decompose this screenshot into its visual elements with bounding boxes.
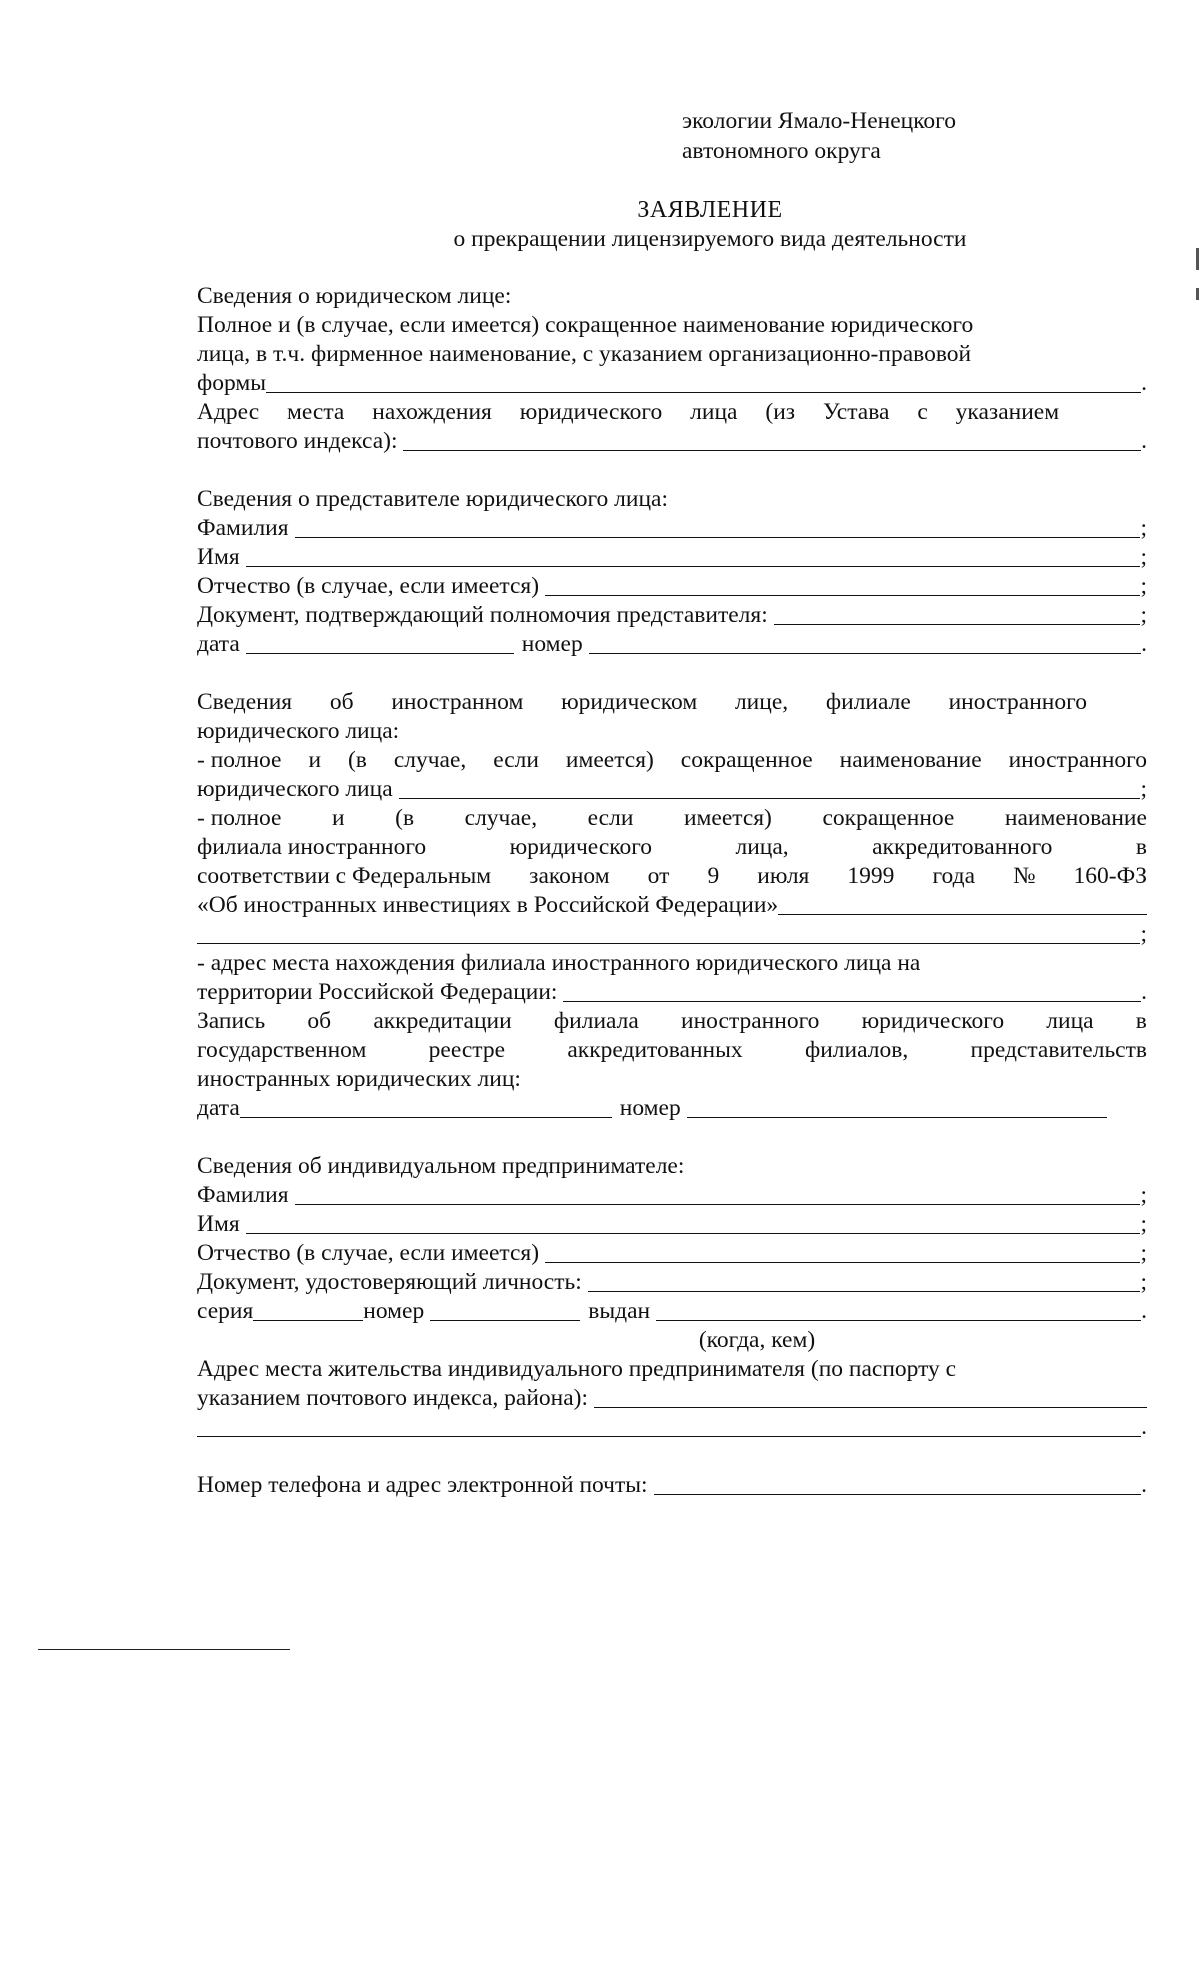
scan-edge-mark: [1196, 288, 1199, 300]
entrepreneur-surname-label: Фамилия: [197, 1182, 289, 1208]
entrepreneur-name-blank[interactable]: [246, 1233, 1141, 1234]
word: с: [917, 399, 928, 425]
entrepreneur-residence-field-continued[interactable]: [197, 1413, 1147, 1442]
legal-entity-form-label: формы: [197, 370, 267, 396]
foreign-entity-full-name-label: юридического лица: [197, 776, 393, 802]
accreditation-date-label: дата: [197, 1095, 240, 1121]
word: юридического: [519, 399, 663, 425]
semicolon: ;: [1140, 1240, 1147, 1266]
branch-law-label: «Об иностранных инвестициях в Российской Федерации»: [197, 892, 779, 918]
word: юридического: [509, 834, 653, 860]
entrepreneur-document-field[interactable]: [197, 1268, 1147, 1297]
semicolon: ;: [1140, 776, 1147, 802]
word: лице,: [734, 689, 789, 715]
semicolon: ;: [1140, 602, 1147, 628]
contact-label: Номер телефона и адрес электронной почты:: [197, 1472, 648, 1498]
representative-surname-blank[interactable]: [295, 537, 1141, 538]
semicolon: ;: [1140, 1182, 1147, 1208]
representative-number-label: номер: [521, 631, 583, 657]
addressee-block: [682, 106, 956, 166]
entrepreneur-residence-label: указанием почтового индекса, района):: [197, 1385, 589, 1411]
semicolon: ;: [1140, 921, 1147, 947]
word: от: [647, 863, 670, 889]
representative-document-label: Документ, подтверждающий полномочия представителя:: [197, 602, 768, 628]
word: 160-ФЗ: [1073, 863, 1147, 889]
semicolon: ;: [1140, 1269, 1147, 1295]
entrepreneur-issued-blank[interactable]: [656, 1320, 1141, 1321]
word: указанием: [955, 399, 1060, 425]
representative-document-field[interactable]: [197, 601, 1147, 630]
form-body: [197, 282, 1147, 1500]
representative-name-blank[interactable]: [246, 566, 1141, 567]
representative-date-label: дата: [197, 631, 240, 657]
entrepreneur-issued-label: выдан: [588, 1298, 651, 1324]
entrepreneur-residence-field[interactable]: [197, 1384, 1147, 1413]
word: Адрес: [197, 399, 260, 425]
entrepreneur-surname-field[interactable]: [197, 1181, 1147, 1210]
word: аккредитации: [373, 1008, 512, 1034]
representative-patronymic-label: Отчество (в случае, если имеется): [197, 573, 540, 599]
period: .: [1141, 428, 1147, 454]
word: представительств: [970, 1037, 1147, 1063]
word: 9: [707, 863, 720, 889]
branch-name-field[interactable]: [197, 891, 1147, 920]
representative-patronymic-blank[interactable]: [545, 595, 1140, 596]
word: нахождения: [372, 399, 492, 425]
word: об: [307, 1008, 332, 1034]
word: аккредитованных: [567, 1037, 743, 1063]
entrepreneur-issued-note: [197, 1326, 1147, 1355]
word: филиалов,: [805, 1037, 909, 1063]
foreign-entity-full-name-line-1: [197, 746, 1147, 775]
entrepreneur-name-label: Имя: [197, 1211, 240, 1237]
entrepreneur-document-label: Документ, удостоверяющий личность:: [197, 1269, 582, 1295]
entrepreneur-patronymic-field[interactable]: [197, 1239, 1147, 1268]
word: иностранном: [391, 689, 524, 715]
representative-number-blank[interactable]: [589, 653, 1141, 654]
representative-name-field[interactable]: [197, 543, 1147, 572]
word: законом: [529, 863, 610, 889]
entrepreneur-patronymic-label: Отчество (в случае, если имеется): [197, 1240, 540, 1266]
legal-entity-address-label: почтового индекса):: [197, 428, 398, 454]
addressee-line-1: экологии Ямало-Ненецкого: [682, 108, 956, 134]
word: года: [932, 863, 975, 889]
period: .: [1141, 1414, 1147, 1440]
entrepreneur-passport-field[interactable]: [197, 1297, 1147, 1326]
semicolon: ;: [1140, 1211, 1147, 1237]
word: имеется): [565, 747, 654, 773]
word: №: [1013, 863, 1036, 889]
period: .: [1141, 979, 1147, 1005]
branch-address-blank[interactable]: [563, 1001, 1141, 1002]
word: лица,: [735, 834, 789, 860]
contact-field[interactable]: [197, 1471, 1147, 1500]
representative-surname-label: Фамилия: [197, 515, 289, 541]
entrepreneur-document-blank[interactable]: [588, 1291, 1141, 1292]
accreditation-line-3: иностранных юридических лиц:: [197, 1066, 521, 1092]
word: юридическом: [561, 689, 698, 715]
legal-entity-name-line-1: Полное и (в случае, если имеется) сокращенное наименование юридического: [197, 312, 974, 338]
representative-date-number-field[interactable]: [197, 630, 1147, 659]
word: (из: [765, 399, 796, 425]
branch-name-line-2: [197, 833, 1147, 862]
entrepreneur-patronymic-blank[interactable]: [545, 1262, 1140, 1263]
legal-entity-heading: Сведения о юридическом лице:: [197, 283, 512, 309]
word: сокращенное: [822, 805, 955, 831]
word: Запись: [197, 1008, 266, 1034]
entrepreneur-surname-blank[interactable]: [295, 1204, 1141, 1205]
footnote-separator: [38, 1649, 290, 1650]
semicolon: ;: [1140, 544, 1147, 570]
representative-heading: Сведения о представителе юридического лица:: [197, 486, 668, 512]
word: реестре: [428, 1037, 506, 1063]
word: июля: [757, 863, 810, 889]
foreign-entity-full-name-field[interactable]: [197, 775, 1147, 804]
entrepreneur-number-label: номер: [363, 1298, 425, 1324]
accreditation-line-1: [197, 1007, 1147, 1036]
branch-address-label: территории Российской Федерации:: [197, 979, 558, 1005]
entrepreneur-name-field[interactable]: [197, 1210, 1147, 1239]
word: и: [308, 747, 322, 773]
branch-name-line-3: [197, 862, 1147, 891]
word: филиала иностранного: [197, 834, 427, 860]
branch-name-blank-1[interactable]: [778, 914, 1147, 915]
period: .: [1141, 631, 1147, 657]
word: наименование: [839, 747, 982, 773]
word: места: [287, 399, 345, 425]
representative-date-blank[interactable]: [246, 653, 514, 654]
entrepreneur-series-blank[interactable]: [253, 1320, 363, 1321]
word: иностранного: [948, 689, 1087, 715]
word: в: [1135, 1008, 1147, 1034]
period: .: [1141, 1472, 1147, 1498]
word: имеется): [683, 805, 772, 831]
legal-entity-name-field[interactable]: [197, 369, 1147, 398]
word: об: [329, 689, 354, 715]
word: соответствии с Федеральным: [197, 863, 492, 889]
legal-entity-address-blank[interactable]: [403, 450, 1141, 451]
word: 1999: [847, 863, 895, 889]
representative-document-blank[interactable]: [774, 624, 1141, 625]
entrepreneur-number-blank[interactable]: [430, 1320, 580, 1321]
word: случае,: [464, 805, 538, 831]
word: наименование: [1004, 805, 1147, 831]
accreditation-date-number-field[interactable]: [197, 1094, 1147, 1123]
branch-address-line-1: - адрес места нахождения филиала иностранного юридического лица на: [197, 950, 921, 976]
word: если: [587, 805, 634, 831]
representative-name-label: Имя: [197, 544, 240, 570]
foreign-entity-full-name-blank[interactable]: [399, 798, 1141, 799]
legal-entity-address-field[interactable]: [197, 427, 1147, 456]
period: .: [1141, 1298, 1147, 1324]
word: (в: [347, 747, 367, 773]
word: если: [493, 747, 539, 773]
foreign-entity-heading-line-2: юридического лица:: [197, 718, 400, 744]
word: - полное: [197, 747, 282, 773]
branch-name-field-continued[interactable]: [197, 920, 1147, 949]
entrepreneur-residence-blank-2[interactable]: [197, 1436, 1141, 1437]
accreditation-date-blank[interactable]: [240, 1117, 612, 1118]
legal-entity-address-line-1: [197, 398, 1147, 427]
word: и: [332, 805, 345, 831]
representative-patronymic-field[interactable]: [197, 572, 1147, 601]
entrepreneur-residence-blank-1[interactable]: [594, 1407, 1147, 1408]
representative-surname-field[interactable]: [197, 514, 1147, 543]
word: лица: [690, 399, 738, 425]
document-title: ЗАЯВЛЕНИЕ: [637, 197, 783, 223]
word: лица: [1046, 1008, 1094, 1034]
word: случае,: [393, 747, 467, 773]
scan-edge-mark: [1196, 248, 1199, 270]
entrepreneur-heading: Сведения об индивидуальном предпринимателе:: [197, 1153, 685, 1179]
legal-entity-name-line-2: лица, в т.ч. фирменное наименование, с указанием организационно-правовой: [197, 341, 972, 367]
word: иностранного: [681, 1008, 820, 1034]
word: аккредитованного: [872, 834, 1053, 860]
word: иностранного: [1008, 747, 1147, 773]
word: филиала: [553, 1008, 639, 1034]
contact-blank[interactable]: [654, 1494, 1142, 1495]
accreditation-line-2: [197, 1036, 1147, 1065]
word: сокращенное: [680, 747, 813, 773]
document-subtitle: о прекращении лицензируемого вида деятельности: [453, 226, 967, 252]
legal-entity-name-blank[interactable]: [266, 392, 1141, 393]
word: юридического: [861, 1008, 1005, 1034]
foreign-entity-heading-line-1: [197, 688, 1147, 717]
word: Устава: [822, 399, 890, 425]
addressee-line-2: автономного округа: [682, 138, 881, 164]
word: государственном: [197, 1037, 367, 1063]
branch-address-field[interactable]: [197, 978, 1147, 1007]
word: филиале: [825, 689, 911, 715]
branch-name-blank-2[interactable]: [197, 943, 1140, 944]
branch-name-line-1: [197, 804, 1147, 833]
word: (в: [395, 805, 415, 831]
period: .: [1141, 370, 1147, 396]
word: в: [1135, 834, 1147, 860]
semicolon: ;: [1140, 515, 1147, 541]
word: - полное: [197, 805, 282, 831]
accreditation-number-blank[interactable]: [687, 1117, 1107, 1118]
semicolon: ;: [1140, 573, 1147, 599]
entrepreneur-series-label: серия: [197, 1298, 254, 1324]
accreditation-number-label: номер: [619, 1095, 681, 1121]
entrepreneur-residence-line-1: Адрес места жительства индивидуального предпринимателя (по паспорту с: [197, 1356, 957, 1382]
issued-note-text: (когда, кем): [698, 1327, 816, 1353]
word: Сведения: [197, 689, 293, 715]
